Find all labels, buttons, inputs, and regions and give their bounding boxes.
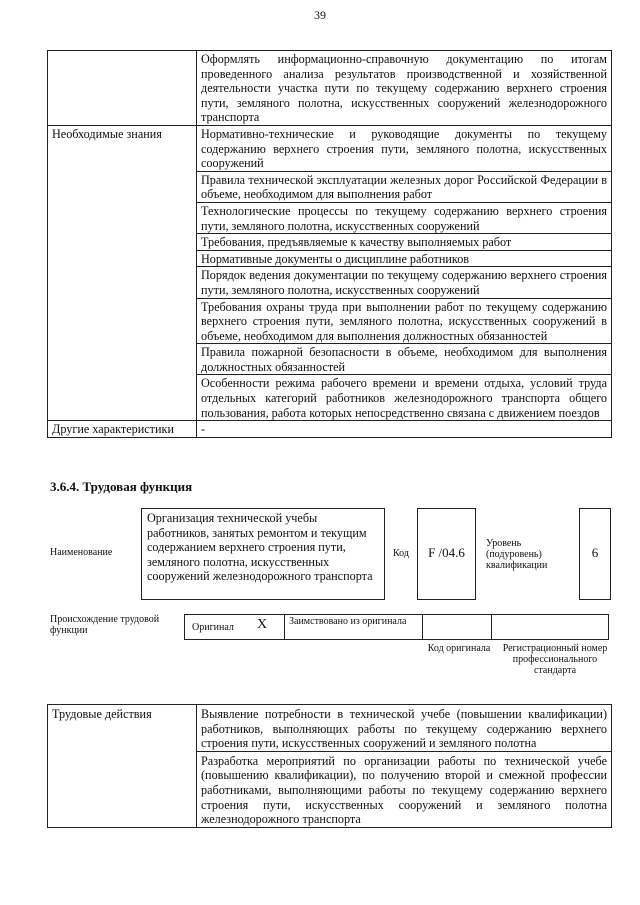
row-text: Особенности режима рабочего времени и времени отдыха, условий труда отдельных категорий работников железнодорожного транспорта общего пользования, работа которых непосредственно связана с движением поездов: [197, 375, 612, 421]
row-label-other: Другие характеристики: [48, 421, 197, 438]
original-mark: X: [257, 617, 268, 632]
row-label: [48, 51, 197, 126]
row-label-required-knowledge: Необходимые знания: [48, 125, 197, 420]
level-label: Уровень (подуровень) квалификации: [486, 538, 548, 571]
function-name-box: Организация технической учебы работников, занятых ремонтом и текущим содержанием верхнего строения пути, земляного полотна, искусственных сооружений железнодорожного транспорта: [141, 508, 385, 600]
row-text: Правила пожарной безопасности в объеме, необходимом для выполнения должностных обязанностей: [197, 344, 612, 375]
level-value: 6: [579, 508, 611, 600]
table-row: [48, 51, 612, 126]
row-text: Оформлять информационно-справочную документацию по итогам проведенного анализа результатов производственной и хозяйственной деятельности участка пути по текущему содержанию верхнего строения пути, земляного полотна, искусственных сооружений железнодорожного транспорта: [197, 51, 612, 126]
original-cell: [184, 614, 285, 640]
borrowed-cell: [284, 614, 423, 640]
row-text: -: [197, 421, 612, 438]
code-label: Код: [393, 548, 409, 559]
origin-label: Происхождение трудовой функции: [50, 614, 160, 636]
table-row: [48, 125, 612, 171]
row-text: Требования охраны труда при выполнении работ по текущему содержанию верхнего строения пути, земляного полотна, искусственных сооружений в объеме, необходимом для выполнения должностных обязанностей: [197, 298, 612, 344]
original-label: Оригинал: [192, 622, 234, 633]
labor-actions-table: [47, 704, 612, 828]
registration-number-caption: Регистрационный номер профессионального стандарта: [502, 643, 608, 676]
row-label-labor-actions: Трудовые действия: [48, 705, 197, 828]
row-text: Выявление потребности в технической учебе (повышении квалификации) работников, выполняющих работы по текущему содержанию верхнего строения пути, искусственных сооружений и земляного полотна: [197, 705, 612, 752]
section-title: 3.6.4. Трудовая функция: [50, 479, 193, 494]
table-row: [48, 421, 612, 438]
borrowed-label: Заимствовано из оригинала: [289, 616, 407, 627]
original-code-caption: Код оригинала: [427, 643, 491, 654]
origin-row: [185, 614, 609, 640]
row-text: Нормативно-технические и руководящие документы по текущему содержанию верхнего строения пути, земляного полотна, искусственных сооружений: [197, 125, 612, 171]
code-value: F /04.6: [417, 508, 476, 600]
row-text: Требования, предъявляемые к качеству выполняемых работ: [197, 234, 612, 251]
row-text: Правила технической эксплуатации железных дорог Российской Федерации в объеме, необходимом для выполнения работ: [197, 171, 612, 202]
page-number: 39: [314, 8, 326, 22]
row-text: Порядок ведения документации по текущему содержанию верхнего строения пути, земляного полотна, искусственных сооружений: [197, 267, 612, 298]
table-row: [48, 705, 612, 752]
name-label: Наименование: [50, 547, 113, 558]
original-code-cell: [422, 614, 492, 640]
knowledge-table: [47, 50, 612, 438]
row-text: Технологические процессы по текущему содержанию верхнего строения пути, земляного полотна, искусственных сооружений: [197, 202, 612, 233]
registration-number-cell: [491, 614, 609, 640]
row-text: Разработка мероприятий по организации работы по технической учебе (повышению квалификации), по получению второй и смежной профессии работниками, выполняющими работы по текущему содержанию верхнего строения пути, искусственных сооружений и земляного полотна железнодорожного транспорта: [197, 751, 612, 827]
row-text: Нормативные документы о дисциплине работников: [197, 250, 612, 267]
